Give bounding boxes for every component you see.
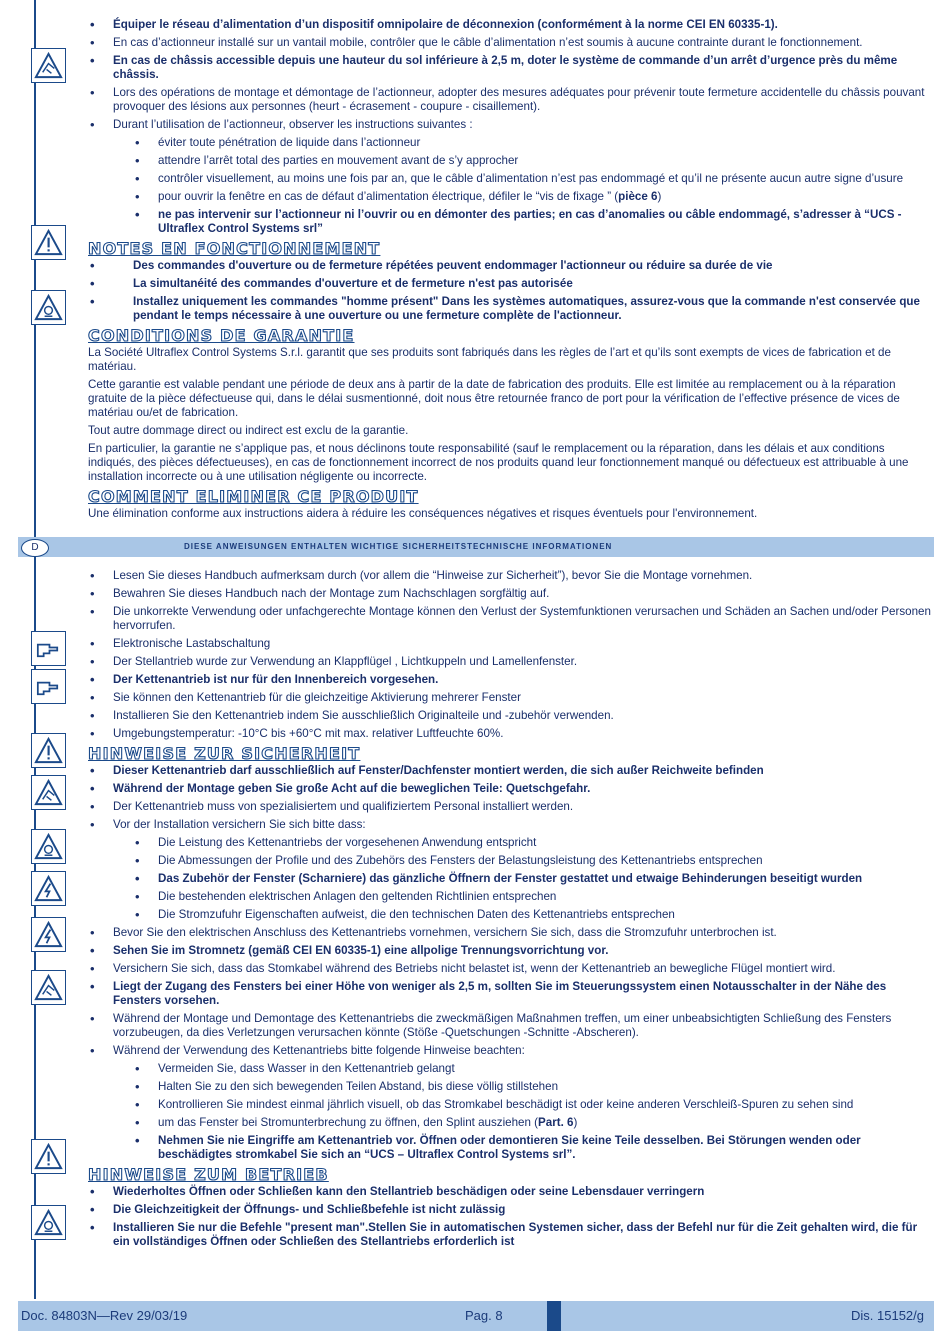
list-item-text: ): [657, 190, 662, 203]
paragraph: Une élimination conforme aux instructions aidera à réduire les conséquences négatives et risques éventuels pour l'environnement.: [88, 507, 758, 520]
list-item: • Kontrollieren Sie mindest einmal jährlich visuell, ob das Stromkabel beschädigt ist oder keine anderen Verschleiß-Spuren zu sehen sind: [88, 1098, 932, 1112]
part-ref: pièce 6: [618, 190, 658, 203]
list-item: • Die Gleichzeitigkeit der Öffnungs- und Schließbefehle ist nicht zulässig: [88, 1203, 932, 1217]
electric-hazard-icon: [31, 871, 66, 906]
list-item: • Lors des opérations de montage et démontage de l’actionneur, adopter des mesures adéquates pour prévenir toute fermeture accidentelle du châssis pouvant provoquer des lésions aux personnes (heurt - écrasement - coupure - cisaillement).: [88, 86, 932, 114]
warranty-heading: CONDITIONS DE GARANTIE: [88, 326, 355, 345]
list-item: [88, 1116, 932, 1130]
doc-reference: Doc. 84803N—Rev 29/03/19: [21, 1308, 188, 1323]
list-item: • Der Kettenantrieb ist nur für den Innenbereich vorgesehen.: [88, 673, 932, 687]
list-item-text: pour ouvrir la fenêtre en cas de défaut d’alimentation électrique, défiler le “vis de fixage ” (: [158, 190, 619, 203]
list-item: • Während der Montage geben Sie große Acht auf die beweglichen Teile: Quetschgefahr.: [88, 782, 932, 796]
list-item: • Die bestehenden elektrischen Anlagen den geltenden Richtlinien entsprechen: [88, 890, 932, 904]
list-item: • Des commandes d'ouverture ou de fermeture répétées peuvent endommager l'actionneur ou réduire sa durée de vie: [88, 259, 932, 273]
hazard-triangle-icon: [31, 1205, 66, 1240]
list-item: • attendre l’arrêt total des parties en mouvement avant de s’y approcher: [88, 154, 932, 168]
list-item: • Die Abmessungen der Profile und des Zubehörs des Fensters der Belastungsleistung des Kettenantriebs entsprechen: [88, 854, 932, 868]
hand-pinch-icon: [31, 970, 66, 1005]
list-item: • Halten Sie zu den sich bewegenden Teilen Abstand, bis diese völlig stillstehen: [88, 1080, 932, 1094]
operation-heading: HINWEISE ZUM BETRIEB: [88, 1165, 329, 1184]
list-item: • Der Kettenantrieb muss von spezialisiertem und qualifiziertem Personal installiert werden.: [88, 800, 932, 814]
hazard-triangle-icon: [31, 829, 66, 864]
list-item: • Während der Montage und Demontage des Kettenantriebs die zweckmäßigen Maßnahmen treffen, um einer unbeabsichtigten Schließung des Fensters vorzubeugen, da dies Verletzungen verursachen könnte (Stöße -Quetschungen -Schnitte -Abscheren).: [88, 1012, 932, 1040]
list-item: • Versichern Sie sich, dass das Stomkabel während des Betriebs nicht belastet ist, wenn der Kettenantrieb an bewegliche Flügel montiert wird.: [88, 962, 932, 976]
de-safety-list: [88, 764, 932, 1162]
list-item-text: ): [573, 1116, 578, 1129]
de-intro-list: [88, 569, 932, 741]
dispose-heading: COMMENT ELIMINER CE PRODUIT: [88, 487, 419, 506]
warning-triangle-icon: [31, 1139, 66, 1174]
list-item: • Die Stromzufuhr Eigenschaften aufweist, die den technischen Daten des Kettenantriebs entsprechen: [88, 908, 932, 922]
list-item: • Dieser Kettenantrieb darf ausschließlich auf Fenster/Dachfenster montiert werden, die sich außer Reichweite befinden: [88, 764, 932, 778]
list-item: • Das Zubehör der Fenster (Scharniere) das gänzliche Öffnern der Fenster gestattet und etwaige Behinderungen beseitigt wurden: [88, 872, 932, 886]
list-item: • Sie können den Kettenantrieb für die gleichzeitige Aktivierung mehrerer Fenster: [88, 691, 932, 705]
hand-pinch-icon: [31, 775, 66, 810]
list-item: • contrôler visuellement, au moins une fois par an, que le câble d’alimentation n’est pas endommagé et qu’il ne présente aucun autre signe d’usure: [88, 172, 932, 186]
list-item: • En cas d’actionneur installé sur un vantail mobile, contrôler que le câble d’alimentation n’est soumis à aucune contrainte durant le fonctionnement.: [88, 36, 932, 50]
list-item: • Installieren Sie nur die Befehle "present man".Stellen Sie in automatischen Systemen sicher, dass der Befehl nur für die Zeit gehalten wird, die für ein vollständiges Öffnen oder Schließen des Stellantriebs erforderlich ist: [88, 1221, 932, 1249]
list-item: • ne pas intervenir sur l’actionneur ni l’ouvrir ou en démonter des parties; en cas d’anomalies ou câble endommagé, s’adresser à “UCS - Ultraflex Control Systems srl”: [88, 208, 932, 236]
fr-notes-list: [88, 259, 932, 323]
list-item: • Der Stellantrieb wurde zur Verwendung an Klappflügel , Lichtkuppeln und Lamellenfenster.: [88, 655, 932, 669]
list-item: • Die Leistung des Kettenantriebs der vorgesehenen Anwendung entspricht: [88, 836, 932, 850]
de-op-list: [88, 1185, 932, 1249]
pointing-hand-icon: [31, 631, 66, 666]
paragraph: Cette garantie est valable pendant une période de deux ans à partir de la date de fabrication des produits. Elle est limitée au remplacement ou à la réparation gratuite de la pièce défectueuse qui, dans le délai susmentionné, doit nous être retournée franco de port pour la vérification de l’effective présence de vices de matériau ou/et de fabrication.: [88, 378, 900, 419]
list-item-text: um das Fenster bei Stromunterbrechung zu öffnen, den Splint ausziehen (: [158, 1116, 539, 1129]
list-item: • La simultanéité des commandes d'ouverture et de fermeture n'est pas autorisée: [88, 277, 932, 291]
list-item: • Bevor Sie den elektrischen Anschluss des Kettenantriebs vornehmen, versichern Sie sich, dass die Stromzufuhr unterbrochen ist.: [88, 926, 932, 940]
french-section: [88, 18, 932, 525]
paragraph: En particulier, la garantie ne s’applique pas, et nous déclinons toute responsabilité (sauf le remplacement ou la réparation, dans les délais et aux conditions indiqués, des pièces défectueuses), en cas de fonctionnement incorrect de nos produits quand leur fonctionnement manqué ou défectueux est attribuable à une installation incorrecte ou à une utilisation négligente ou incorrecte.: [88, 442, 909, 483]
list-item: • Installieren Sie den Kettenantrieb indem Sie ausschließlich Originalteile und -zubehör verwenden.: [88, 709, 932, 723]
list-item: • Liegt der Zugang des Fensters bei einer Höhe von weniger als 2,5 m, sollten Sie im Steuerungssystem einen Notausschalter in der Nähe des Fensters vorsehen.: [88, 980, 932, 1008]
band-title: DIESE ANWEISUNGEN ENTHALTEN WICHTIGE SICHERHEITSTECHNISCHE INFORMATIONEN: [184, 542, 613, 551]
footer-divider: [547, 1301, 561, 1331]
paragraph: La Société Ultraflex Control Systems S.r.l. garantit que ses produits sont fabriqués dans les règles de l’art et qu’ils sont exempts de vices de fabrication et de matériau.: [88, 346, 891, 373]
hand-pinch-icon: [31, 48, 66, 83]
list-item: • Équiper le réseau d’alimentation d’un dispositif omnipolaire de déconnexion (conformément à la norme CEI EN 60335-1).: [88, 18, 932, 32]
notes-heading: NOTES EN FONCTIONNEMENT: [88, 239, 381, 258]
list-item: • Vermeiden Sie, dass Wasser in den Kettenantrieb gelangt: [88, 1062, 932, 1076]
part-ref: Part. 6: [538, 1116, 574, 1129]
list-item: • Während der Verwendung des Kettenantriebs bitte folgende Hinweise beachten:: [88, 1044, 932, 1058]
list-item: [88, 190, 932, 204]
drawing-number: Dis. 15152/g: [851, 1308, 924, 1323]
list-item: • En cas de châssis accessible depuis une hauteur du sol inférieure à 2,5 m, doter le système de commande d’un arrêt d’urgence près du même châssis.: [88, 54, 932, 82]
list-item: • Sehen Sie im Stromnetz (gemäß CEI EN 60335-1) eine allpolige Trennungsvorrichtung vor.: [88, 944, 932, 958]
page-footer: [18, 1301, 934, 1331]
list-item: • Durant l’utilisation de l’actionneur, observer les instructions suivantes :: [88, 118, 932, 132]
list-item: • Vor der Installation versichern Sie sich bitte dass:: [88, 818, 932, 832]
german-section: [88, 569, 932, 1253]
page-number: Pag. 8: [465, 1308, 503, 1323]
fr-intro-list: [88, 18, 932, 236]
warning-triangle-icon: [31, 733, 66, 768]
list-item: • Umgebungstemperatur: -10°C bis +60°C mit max. relativer Luftfeuchte 60%.: [88, 727, 932, 741]
list-item: • Bewahren Sie dieses Handbuch nach der Montage zum Nachschlagen sorgfältig auf.: [88, 587, 932, 601]
list-item: • Lesen Sie dieses Handbuch aufmerksam durch (vor allem die “Hinweise zur Sicherheit”), bevor Sie die Montage vornehmen.: [88, 569, 932, 583]
hazard-triangle-icon: [31, 290, 66, 325]
pointing-hand-icon: [31, 669, 66, 704]
list-item: • Installez uniquement les commandes "homme présent" Dans les systèmes automatiques, assurez-vous que la commande n'est conservée que pendant le temps nécessaire à une ouverture ou une fermeture complète de l'actionneur.: [88, 295, 932, 323]
list-item: • Nehmen Sie nie Eingriffe am Kettenantrieb vor. Öffnen oder demontieren Sie keine Teile desselben. Bei Störungen wenden oder beschädigtes stromkabel Sie sich an “UCS – Ultraflex Control Systems srl”.: [88, 1134, 932, 1162]
list-item: • Wiederholtes Öffnen oder Schließen kann den Stellantrieb beschädigen oder seine Lebensdauer verringern: [88, 1185, 932, 1199]
list-item: • Elektronische Lastabschaltung: [88, 637, 932, 651]
list-item: • éviter toute pénétration de liquide dans l’actionneur: [88, 136, 932, 150]
electric-hazard-icon: [31, 917, 66, 952]
safety-heading: HINWEISE ZUR SICHERHEIT: [88, 744, 361, 763]
paragraph: Tout autre dommage direct ou indirect est exclu de la garantie.: [88, 424, 409, 437]
list-item: • Die unkorrekte Verwendung oder unfachgerechte Montage können den Verlust der Systemfunktionen verursachen und Schäden an Sachen und/oder Personen hervorrufen.: [88, 605, 932, 633]
warning-triangle-icon: [31, 225, 66, 260]
language-badge: D: [21, 539, 49, 557]
